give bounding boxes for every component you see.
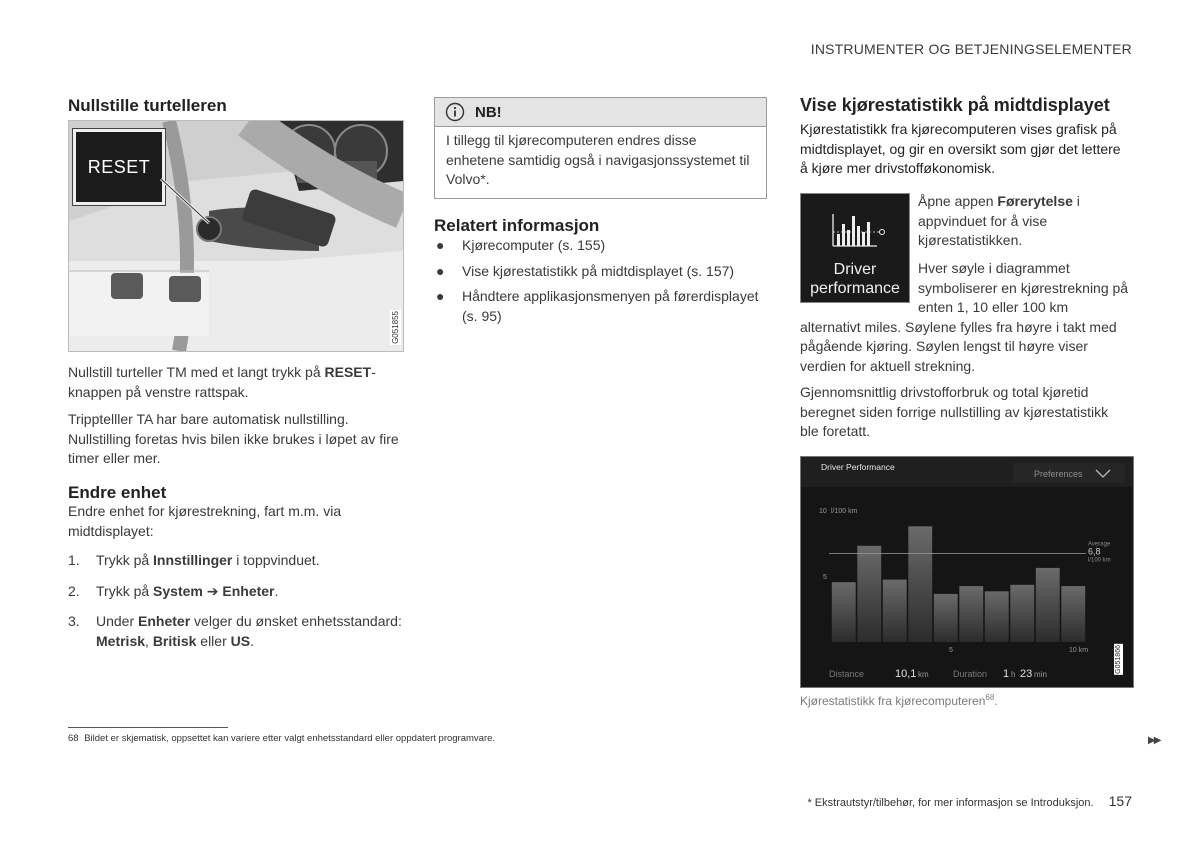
reset-label: RESET <box>87 156 151 177</box>
x-tick-end: 10 km <box>1069 647 1089 654</box>
info-icon <box>445 102 465 122</box>
step-2 <box>68 582 402 602</box>
step-text: , <box>145 632 153 649</box>
bars-group <box>832 526 1085 642</box>
duration-label: Duration <box>953 669 988 679</box>
chart-bar <box>857 546 881 642</box>
chart-bar <box>1061 586 1085 642</box>
duration-minutes: 23 <box>1020 668 1033 680</box>
step-bold: Innstillinger <box>153 552 233 568</box>
footnote-rule <box>68 727 228 728</box>
average-description: Gjennomsnittlig drivstofforbruk og total kjøretid beregnet siden forrige nullstilling av kjørestatistikk ble foretatt. <box>800 384 1109 439</box>
step-1 <box>68 551 402 571</box>
heading-change-unit: Endre enhet <box>68 483 167 502</box>
reset-figure <box>68 120 404 352</box>
note-title: NB! <box>475 103 502 121</box>
note-header <box>435 98 766 127</box>
footnote <box>68 733 495 744</box>
step-bold: Metrisk <box>96 632 146 649</box>
driver-performance-chart <box>800 456 1134 688</box>
app-label-line: performance <box>810 280 900 297</box>
app-name: Førerytelse <box>997 193 1073 209</box>
chart-bar <box>959 586 983 642</box>
double-arrow-icon: ▶▶ <box>1148 735 1160 746</box>
average-value: 6,8 <box>1088 546 1101 557</box>
related-item[interactable] <box>434 262 765 282</box>
callout-pointer <box>69 121 403 351</box>
related-link[interactable]: Vise kjørestatistikk på midtdisplayet (s. 157) <box>462 262 735 279</box>
distance-label: Distance <box>829 669 865 679</box>
step-bold: Enheter <box>222 582 275 599</box>
chart-bar <box>883 580 907 642</box>
bullet-icon: ● <box>436 262 445 279</box>
footer-text: * Ekstrautstyr/tilbehør, for mer informasjon se Introduksjon. <box>807 797 1094 809</box>
open-app-post: i appvinduet for å vise kjørestatistikken. <box>918 193 1080 248</box>
chart-bar <box>1036 568 1060 642</box>
step-bold: System <box>153 582 203 599</box>
open-app-text <box>918 192 1132 251</box>
step-3 <box>68 612 402 651</box>
text-wrap-spacer <box>800 259 918 316</box>
change-unit-text: Endre enhet for kjørestrekning, fart m.m. via midtdisplayet: <box>68 503 342 539</box>
step-bold: Enheter <box>138 613 191 629</box>
related-list <box>434 236 765 332</box>
chart-caption <box>800 693 998 708</box>
heading-driving-stats: Vise kjørestatistikk på midtdisplayet <box>800 95 1110 115</box>
footer-note <box>807 793 1132 809</box>
app-label-line: Driver <box>833 261 877 278</box>
heading-related-info: Relatert informasjon <box>434 216 600 235</box>
step-bold: Britisk <box>152 632 197 649</box>
open-app-pre: Åpne appen <box>918 193 998 209</box>
footnote-number: 68 <box>68 733 79 744</box>
duration-minutes-unit: min <box>1034 670 1047 679</box>
duration-hours-unit: h <box>1011 670 1016 679</box>
bars-description-text: Hver søyle i diagrammet symboliserer en kjørestrekning på enten 1, 10 eller 100 km alternativt miles. Søylene fylles fra høyre i takt med pågående kjøring. Søylen lengst til høyre viser verdien for aktuell strekning. <box>800 260 1129 374</box>
caption-period: . <box>994 694 998 708</box>
note-text: I tillegg til kjørecomputeren endres disse enhetene samtidig også i navigasjonssystemet til Volvo*. <box>446 132 750 187</box>
driving-stats-intro: Kjørestatistikk fra kjørecomputeren vises grafisk på midtdisplayet, og gir en oversikt som gjør det lettere å kjøre mer drivstofføkonomisk. <box>800 121 1121 176</box>
reset-bold: RESET <box>324 364 372 380</box>
related-link[interactable]: Kjørecomputer (s. 155) <box>462 237 606 253</box>
step-number: 1. <box>68 552 80 568</box>
steps-list <box>68 551 402 662</box>
average-unit: l/100 km <box>1088 557 1111 564</box>
related-item[interactable] <box>434 236 765 256</box>
caption-footnote-ref: 68 <box>985 693 995 702</box>
chart-bar <box>934 594 958 642</box>
reset-text-post: -knappen på venstre rattspak. <box>68 364 376 400</box>
bars-description <box>800 259 1132 376</box>
figure-id: G051855 <box>391 311 400 344</box>
trip-meter-text: Tripptelller TA har bare automatisk nullstilling. Nullstilling foretas hvis bilen ikke brukes i løpet av fire timer eller mer. <box>68 411 399 466</box>
bullet-icon: ● <box>436 288 445 304</box>
y-tick-top: 10 <box>819 508 827 515</box>
step-text: eller <box>196 632 231 649</box>
chart-bar <box>908 526 932 642</box>
step-text: Trykk på <box>96 552 154 568</box>
chart-bar <box>832 582 856 642</box>
related-link[interactable]: Håndtere applikasjonsmenyen på førerdisplayet (s. 95) <box>462 288 759 324</box>
footnote-text: Bildet er skjematisk, oppsettet kan variere etter valgt enhetsstandard eller oppdatert programvare. <box>84 733 496 744</box>
preferences-label[interactable]: Preferences <box>1034 469 1083 479</box>
chart-bar <box>985 591 1009 642</box>
average-label: Average <box>1088 541 1111 548</box>
step-number: 3. <box>68 613 80 629</box>
step-text: Under <box>96 613 139 629</box>
step-text: i toppvinduet. <box>232 552 320 568</box>
x-tick-mid: 5 <box>949 647 953 654</box>
heading-reset-counter: Nullstille turtelleren <box>68 96 227 115</box>
bar-chart-icon <box>831 210 889 252</box>
y-axis-label: l/100 km <box>831 508 858 515</box>
section-header: INSTRUMENTER OG BETJENINGSELEMENTER <box>810 41 1132 57</box>
chart-svg <box>801 457 1133 687</box>
chart-bar <box>1010 585 1034 642</box>
bullet-icon: ● <box>436 237 445 253</box>
distance-unit: km <box>918 670 929 679</box>
step-text: . <box>250 632 254 649</box>
distance-value: 10,1 <box>895 668 917 680</box>
step-text: . <box>274 582 279 599</box>
step-bold: US <box>230 632 251 649</box>
related-item[interactable] <box>434 287 765 326</box>
reset-text: Nullstill turteller TM med et langt trykk på <box>68 364 321 380</box>
page-number: 157 <box>1108 793 1132 809</box>
step-text: Trykk på <box>96 582 154 599</box>
step-text: velger du ønsket enhetsstandard: <box>190 613 402 629</box>
chart-title: Driver Performance <box>821 462 895 472</box>
y-tick-mid: 5 <box>823 574 827 581</box>
arrow-icon: ➔ <box>202 582 223 599</box>
duration-hours: 1 <box>1003 668 1010 680</box>
step-number: 2. <box>68 582 80 599</box>
note-box <box>434 97 767 199</box>
caption-text: Kjørestatistikk fra kjørecomputeren <box>800 694 986 708</box>
chart-figure-id: G051866 <box>1115 645 1122 674</box>
reset-instruction <box>68 363 402 402</box>
